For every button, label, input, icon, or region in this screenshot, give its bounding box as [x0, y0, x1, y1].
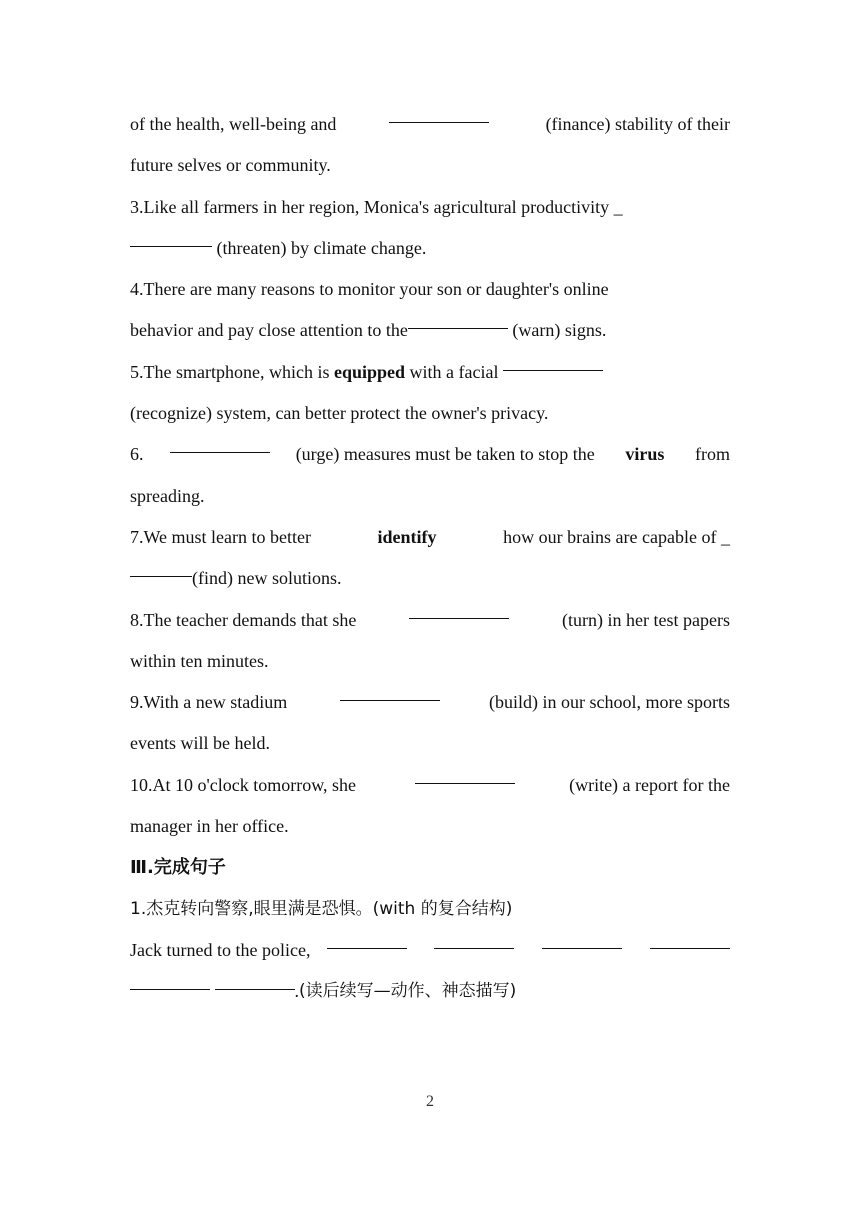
bold-keyword: equipped	[333, 361, 406, 382]
text-segment: 6.	[130, 444, 144, 465]
text-line	[130, 187, 730, 228]
answer-blank[interactable]	[170, 434, 270, 453]
answer-blank[interactable]	[503, 352, 603, 371]
document-body	[130, 104, 730, 1013]
text-line	[130, 889, 730, 930]
text-line	[130, 393, 730, 434]
answer-blank[interactable]	[340, 682, 440, 701]
text-segment: spreading.	[130, 485, 205, 506]
answer-blank[interactable]	[130, 558, 192, 577]
text-line	[130, 558, 730, 599]
text-segment: events will be held.	[130, 733, 270, 754]
text-segment: how our brains are capable of _	[498, 526, 730, 547]
answer-blank[interactable]	[327, 930, 407, 949]
text-segment: from	[690, 444, 730, 465]
text-line	[130, 765, 730, 806]
text-line	[130, 104, 730, 145]
text-line	[130, 971, 730, 1012]
text-line	[130, 476, 730, 517]
text-line	[130, 600, 730, 641]
text-segment: (urge) measures must be taken to stop the	[295, 444, 600, 465]
answer-blank[interactable]	[130, 971, 210, 990]
text-segment: (读后续写—动作、神态描写)	[299, 981, 517, 1002]
text-line	[130, 310, 730, 351]
text-segment: (find) new solutions.	[192, 568, 342, 589]
text-segment: (finance) stability of their	[541, 114, 730, 134]
text-segment: 3.Like all farmers in her region, Monica's agricultural productivity _	[130, 196, 623, 217]
bold-keyword: identify	[377, 526, 437, 547]
text-segment: 1.杰克转向警察,眼里满是恐惧。(with 的复合结构)	[130, 898, 513, 919]
text-segment: (turn) in her test papers	[562, 609, 730, 630]
bold-keyword: virus	[625, 444, 665, 465]
answer-blank[interactable]	[434, 930, 514, 949]
answer-blank[interactable]	[415, 765, 515, 784]
text-segment: within ten minutes.	[130, 650, 269, 671]
text-segment: 10.At 10 o'clock tomorrow, she	[130, 774, 361, 795]
text-segment: 4.There are many reasons to monitor your son or daughter's online	[130, 279, 609, 300]
text-segment: (warn) signs.	[507, 320, 607, 341]
text-segment: Jack turned to the police,	[130, 939, 315, 960]
text-line	[130, 847, 730, 888]
text-line	[130, 806, 730, 847]
text-line	[130, 145, 730, 186]
text-segment: with a facial	[405, 361, 503, 382]
text-line	[130, 723, 730, 764]
text-segment: of the health, well-being and	[130, 114, 337, 134]
answer-blank[interactable]	[389, 104, 489, 123]
text-line	[130, 269, 730, 310]
text-segment	[526, 930, 531, 971]
answer-blank[interactable]	[650, 930, 730, 949]
text-segment: 8.The teacher demands that she	[130, 609, 357, 630]
text-line	[130, 228, 730, 269]
text-segment: future selves or community.	[130, 155, 331, 176]
text-segment: (threaten) by climate change.	[212, 237, 427, 258]
answer-blank[interactable]	[409, 600, 509, 619]
text-segment: (recognize) system, can better protect the owner's privacy.	[130, 403, 549, 424]
page-number: 2	[426, 1093, 434, 1110]
text-segment: (build) in our school, more sports	[489, 692, 730, 713]
text-segment: 9.With a new stadium	[130, 692, 292, 713]
text-segment: (write) a report for the	[569, 774, 730, 795]
text-line	[130, 682, 730, 723]
text-segment: .	[294, 981, 299, 1002]
text-segment: 7.We must learn to better	[130, 526, 316, 547]
answer-blank[interactable]	[542, 930, 622, 949]
text-segment: behavior and pay close attention to the	[130, 320, 408, 341]
text-segment: 5.The smartphone, which is	[130, 361, 334, 382]
text-segment: manager in her office.	[130, 816, 289, 837]
text-line	[130, 517, 730, 558]
answer-blank[interactable]	[130, 228, 212, 247]
text-line	[130, 352, 730, 393]
text-segment	[634, 930, 639, 971]
section-heading: Ⅲ.完成句子	[130, 857, 226, 879]
answer-blank[interactable]	[408, 310, 508, 329]
text-line	[130, 434, 730, 475]
answer-blank[interactable]	[215, 971, 295, 990]
text-segment	[418, 930, 423, 971]
text-line	[130, 930, 730, 971]
text-line	[130, 641, 730, 682]
